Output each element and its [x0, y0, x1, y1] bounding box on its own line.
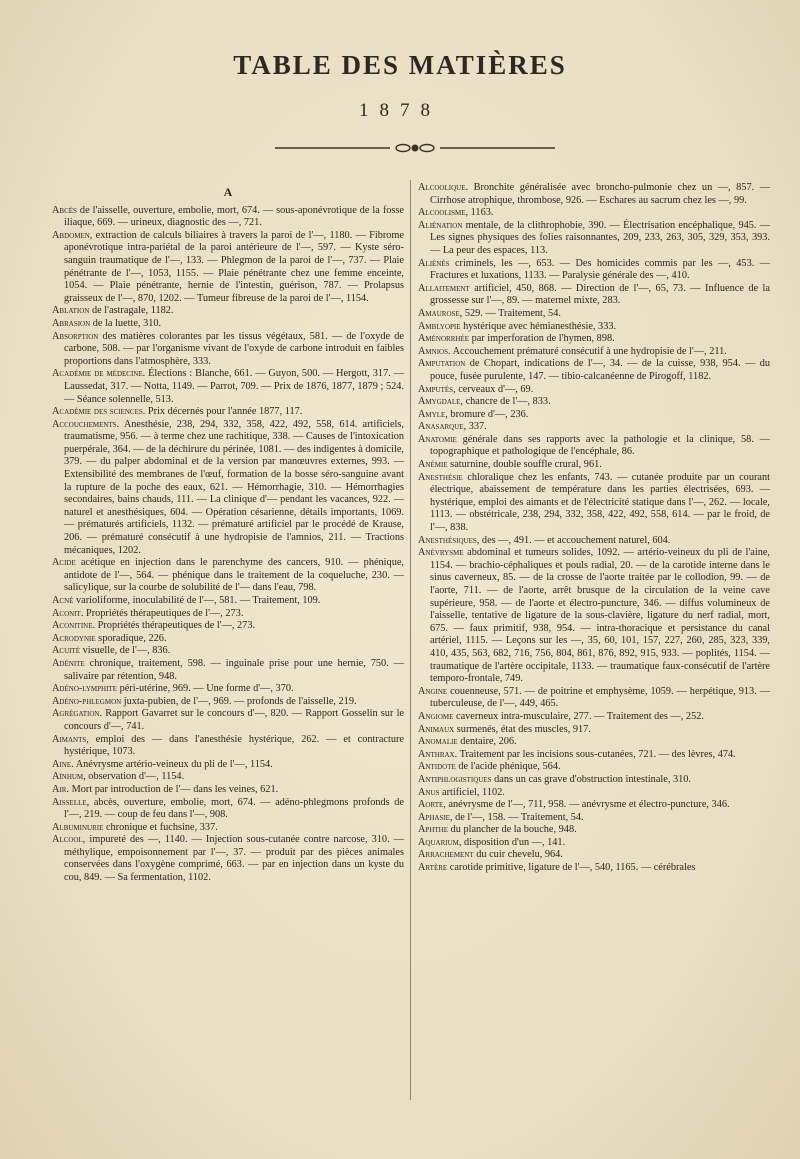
index-entry	[52, 620, 404, 633]
index-entry	[418, 182, 770, 207]
entry-headword: Albuminurie	[52, 821, 104, 833]
entry-text: Rapport Gavarret sur le concours d'—, 820. — Rapport Gosselin sur le concours d'—, 741.	[64, 708, 404, 732]
entry-text: Anesthésie, 238, 294, 332, 358, 422, 492, 558, 614. artificiels, traumatisme, 956. — à terme chez une rachitique, 338. — Causes de l'intoxication puerpérale, 364. — de la déchirure du périnée, 1081. — des indigentes à domicile, 379. — du palper abdominal et de la version par manœuvres externes, 993. — Extensibilité des membranes de l'œuf, formation de la bosse séro-sanguine avant la rupture de la poche des eaux, 621. — Hémorrhagie, 310. — Hémorrhagies secondaires, bains chauds, 111. — La clinique d'— pendant les vacances, 922. — naturel et anesthésiques, 604. — Opération césarienne, détails importants, 1069. — prématurés artificiels, 1132. — prématuré artificiel par le procédé de Krause, 206. — prématuré consécutif à une hydropisie de l'amnios, 211. — Tractions mécaniques, 1202.	[64, 418, 404, 556]
entry-text: de Chopart, indications de l'—, 34. — de la cuisse, 938, 954. — du pouce, fusée purulente, 147. — tibio-calcanéenne de Pirogoff, 1182.	[430, 358, 770, 382]
entry-headword: Aliénés	[418, 257, 450, 269]
index-entry	[52, 595, 404, 608]
entry-headword: Abcès	[52, 204, 77, 216]
entry-headword: Acuité	[52, 645, 81, 657]
entry-text: de l'—, 158. — Traitement, 54.	[452, 811, 584, 823]
index-entry	[52, 822, 404, 835]
index-entry	[52, 658, 404, 683]
entry-text: juxta-pubien, de l'—, 969. — profonds de l'aisselle, 219.	[121, 695, 357, 707]
entry-text: couenneuse, 571. — de poitrine et emphysème, 1059. — herpétique, 913. — tuberculeuse, de l'—, 449, 465.	[430, 685, 770, 710]
index-entry	[418, 283, 770, 308]
index-entry	[418, 308, 770, 321]
index-entry	[52, 205, 404, 230]
entry-headword: Anthrax.	[418, 748, 458, 760]
entry-text: bromure d'—, 236.	[447, 408, 529, 420]
index-entry	[52, 305, 404, 318]
entry-headword: Amblyopie	[418, 320, 461, 332]
entry-text: anévrysme de l'—, 711, 958. — anévrysme et électro-puncture, 346.	[445, 799, 730, 811]
index-entry	[52, 696, 404, 709]
index-entry	[418, 724, 770, 737]
entry-headword: Aisselle,	[52, 796, 90, 808]
year-heading: 1878	[359, 100, 441, 121]
entry-headword: Abrasion	[52, 317, 91, 329]
entry-text: Propriétés thérapeutiques de l'—, 273.	[83, 607, 244, 619]
index-entry	[418, 384, 770, 397]
entry-headword: Aimants,	[52, 733, 89, 745]
index-entry	[52, 608, 404, 621]
entry-headword: Allaitement	[418, 282, 470, 294]
entry-text: abcès, ouverture, embolie, mort, 674. — adéno-phlegmons profonds de l'—, 219. — coup de feu dans l'—, 908.	[64, 796, 404, 821]
entry-text: par imperforation de l'hymen, 898.	[469, 333, 615, 345]
index-entry	[418, 774, 770, 787]
entry-text: 529. — Traitement, 54.	[462, 307, 561, 319]
left-entry-list	[52, 205, 404, 885]
entry-headword: Amygdale,	[418, 396, 464, 408]
index-entry	[418, 207, 770, 220]
entry-headword: Alcoolisme,	[418, 207, 469, 219]
entry-text: artificiel, 1102.	[439, 786, 505, 798]
entry-text: Prix décernés pour l'année 1877, 117.	[145, 406, 303, 418]
index-entry	[418, 421, 770, 434]
entry-text: péri-utérine, 969. — Une forme d'—, 370.	[117, 683, 294, 695]
entry-headword: Anévrysme	[418, 547, 464, 559]
index-entry	[418, 849, 770, 862]
ornament-divider	[275, 141, 555, 155]
index-entry	[418, 749, 770, 762]
index-entry	[52, 784, 404, 797]
entry-text: chronique et fuchsine, 337.	[103, 821, 218, 833]
entry-headword: Anesthésie	[418, 471, 463, 483]
index-entry	[418, 472, 770, 535]
entry-headword: Accouchements.	[52, 418, 120, 430]
entry-text: Propriétés thérapeutiques de l'—, 273.	[95, 620, 256, 632]
index-entry	[418, 824, 770, 837]
entry-text: acétique en injection dans le parenchyme des cancers, 910. — phénique, antidote de l'—, 564. — phénique dans le traitement de la coqueluche, 230. — salicylique, sur la courbe de solubilité de l'— dans l'eau, 798.	[64, 557, 404, 594]
entry-text: de la luette, 310.	[90, 317, 162, 329]
entry-text: carotide primitive, ligature de l'—, 540, 1165. — cérébrales	[447, 862, 696, 874]
index-entry	[52, 834, 404, 884]
entry-text: chronique, traitement, 598. — inguinale prise pour une hernie, 750. — salivaire par rétention, 948.	[64, 657, 404, 682]
entry-headword: Arrachement	[418, 849, 474, 861]
entry-headword: Amnios.	[418, 345, 451, 357]
index-entry	[52, 368, 404, 406]
index-entry	[52, 759, 404, 772]
entry-headword: Acrodynie	[52, 632, 96, 644]
entry-headword: Alcoolique.	[418, 182, 469, 193]
index-entry	[52, 645, 404, 658]
entry-headword: Artère	[418, 862, 448, 874]
entry-text: abdominal et tumeurs solides, 1092. — artério-veineux du pli de l'aine, 1154. — brachio-céphaliques et pouls radial, 20. — de la carotide interne dans le sinus caverneux, 85. — de la crosse de l'aorte traitée par le collodion, 99. — de l'aorte, 711. — de l'aorte, arrêt brusque de la circulation de la veine cave supérieure, 958. — de l'aorte et électro-puncture, 346. — diffus volumineux de l'aisselle, tentative de ligature de la sous-clavière, ligature du nerf radial, mort, 675. — faux primitif, 938, 954. — intra-thoracique et persistance du canal artériel, 1115. — Leçons sur les —, 35, 60, 101, 157, 227, 260, 285, 323, 339, 410, 435, 563, 682, 716, 756, 804, 861, 876, 892, 915, 933. — poplités, 1154. — traumatique de l'artère occipitale, 1133. — traumatique faux-consécutif de l'artère temporo-frontale, 749.	[430, 547, 770, 685]
index-entry	[52, 318, 404, 331]
entry-text: cerveaux d'—, 69.	[455, 383, 534, 395]
index-entry	[418, 761, 770, 774]
entry-headword: Académie de médecine.	[52, 368, 146, 380]
entry-text: emploi des — dans l'anesthésie hystérique, 262. — et contracture hystérique, 1073.	[64, 733, 404, 758]
right-entry-list	[418, 182, 770, 875]
entry-text: varioliforme, inoculabilité de l'—, 581. — Traitement, 109.	[73, 595, 321, 606]
entry-headword: Adénite	[52, 657, 85, 669]
entry-headword: Air.	[52, 783, 70, 795]
entry-headword: Acné	[52, 595, 74, 606]
entry-headword: Amaurose,	[418, 307, 463, 319]
page-title: TABLE DES MATIÈRES	[233, 50, 567, 80]
entry-headword: Angiome	[418, 710, 454, 722]
entry-headword: Antiphlogistiques	[418, 773, 492, 785]
entry-text: de l'aisselle, ouverture, embolie, mort, 674. — sous-aponévrotique de la fosse iliaque, 669. — urineux, diagnostic des —, 721.	[64, 204, 404, 229]
index-entry	[418, 862, 770, 875]
entry-headword: Aïnhum,	[52, 771, 86, 783]
entry-headword: Adéno-phlegmon	[52, 695, 122, 707]
entry-headword: Angine	[418, 685, 448, 697]
entry-text: de l'astragale, 1182.	[89, 305, 174, 317]
index-entry	[418, 787, 770, 800]
entry-headword: Aine.	[52, 758, 74, 770]
index-entry	[418, 547, 770, 686]
entry-headword: Amputés,	[418, 383, 456, 395]
index-entry	[418, 736, 770, 749]
entry-headword: Amyle,	[418, 408, 448, 420]
left-column	[52, 186, 404, 885]
entry-headword: Amputation	[418, 358, 466, 370]
entry-text: Traitement par les incisions sous-cutanées, 721. — des lèvres, 474.	[457, 748, 736, 760]
entry-headword: Acide	[52, 557, 76, 569]
index-entry	[418, 711, 770, 724]
index-entry	[52, 771, 404, 784]
entry-headword: Adéno-lymphite	[52, 683, 117, 695]
entry-headword: Alcool,	[52, 834, 86, 846]
entry-headword: Ablation	[52, 305, 90, 317]
entry-headword: Aphthe	[418, 824, 448, 836]
index-entry	[418, 321, 770, 334]
index-entry	[418, 837, 770, 850]
entry-headword: Agrégation.	[52, 708, 103, 720]
index-entry	[418, 535, 770, 548]
index-entry	[418, 799, 770, 812]
entry-headword: Anémie	[418, 459, 448, 471]
entry-text: disposition d'un —, 141.	[461, 836, 566, 848]
entry-headword: Anesthésiques,	[418, 534, 480, 546]
entry-text: surmenés, état des muscles, 917.	[454, 723, 591, 735]
entry-text: sporadique, 226.	[95, 632, 167, 644]
entry-text: Bronchite généralisée avec broncho-pulmonie chez un —, 857. — Cirrhose atrophique, thrombose, 926. — Eschares au sacrum chez les —, 99.	[430, 182, 770, 206]
index-entry	[418, 333, 770, 346]
entry-text: 337.	[466, 421, 487, 433]
index-entry	[418, 434, 770, 459]
entry-headword: Aorte,	[418, 799, 446, 811]
index-entry	[418, 409, 770, 422]
entry-text: du cuir chevelu, 964.	[473, 849, 563, 861]
entry-headword: Absorption	[52, 330, 99, 342]
entry-text: saturnine, double souffle crural, 961.	[447, 459, 602, 471]
entry-text: dans un cas grave d'obstruction intestinale, 310.	[491, 773, 691, 785]
index-entry	[418, 812, 770, 825]
entry-headword: Abdomen,	[52, 229, 93, 241]
entry-text: Accouchement prématuré consécutif à une hydropisie de l'—, 211.	[450, 345, 727, 357]
entry-text: Mort par introduction de l'— dans les veines, 621.	[69, 783, 279, 795]
entry-headword: Anomalie	[418, 736, 458, 748]
entry-headword: Aquarium,	[418, 836, 462, 848]
entry-text: criminels, les —, 653. — Des homicides commis par les —, 453. — Fractures et luxations, 1133. — Paralysie générale des —, 410.	[430, 257, 770, 282]
index-entry	[418, 220, 770, 258]
index-entry	[52, 419, 404, 558]
entry-text: des matières colorantes par les tissus végétaux, 581. — de l'oxyde de carbone, 508. — par l'organisme vivant de l'oxyde de carbone introduit en faibles proportions dans l'atmosphère, 333.	[64, 330, 404, 367]
entry-headword: Aphasie,	[418, 811, 453, 823]
entry-text: de l'acide phénique, 564.	[455, 761, 561, 773]
index-entry	[418, 258, 770, 283]
entry-text: chancre de l'—, 833.	[463, 396, 551, 408]
entry-headword: Animaux	[418, 723, 455, 735]
index-entry	[52, 683, 404, 696]
index-entry	[52, 331, 404, 369]
entry-text: impureté des —, 1140. — Injection sous-cutanée contre narcose, 310. — méthylique, empoisonnement par l'—, 37. — produit par des pièces animales conservées dans l'oxygène comprimé, 663. — par en injection dans un kyste du cou, 849. — Sa fermentation, 1102.	[64, 834, 404, 884]
entry-text: caverneux intra-musculaire, 277. — Traitement des —, 252.	[453, 710, 704, 722]
index-entry	[418, 358, 770, 383]
entry-text: mentale, de la clithrophobie, 390. — Électrisation encéphalique, 945. — Les signes physiques des folies raisonnantes, 209, 233, 263, 305, 329, 353, 393. — La peur des espaces, 113.	[430, 219, 770, 256]
entry-text: 1163.	[468, 207, 494, 219]
entry-headword: Anus	[418, 786, 440, 798]
entry-text: Élections : Blanche, 661. — Guyon, 500. — Hergott, 317. — Laussedat, 317. — Notta, 1149. — Parrot, 709. — Prix de 1876, 1877, 1879 ; 524. — Séance solennelle, 513.	[64, 368, 404, 405]
entry-headword: Anatomie	[418, 433, 457, 445]
entry-text: artificiel, 450, 868. — Direction de l'—, 65, 73. — Influence de la grossesse sur l'—, 89. — maternel mixte, 283.	[430, 282, 770, 307]
entry-text: chloralique chez les enfants, 743. — cutanée produite par un courant électrique, abaissement de température dans les parties électrisées, 693. — hystérique, emploi des aimants et de l'électricité statique dans l'—, 262. — locale, 1113. — obstétricale, 238, 294, 332, 358, 422, 492, 558, 614. — par le froid, de l'—, 838.	[430, 471, 770, 534]
entry-text: visuelle, de l'—, 836.	[80, 645, 171, 657]
index-entry	[52, 734, 404, 759]
entry-text: du plancher de la bouche, 948.	[448, 824, 577, 836]
entry-headword: Aconitine.	[52, 620, 96, 632]
index-entry	[52, 406, 404, 419]
entry-headword: Antidote	[418, 761, 456, 773]
entry-headword: Aliénation	[418, 219, 463, 231]
entry-headword: Aménorrhée	[418, 333, 469, 345]
entry-text: des —, 491. — et accouchement naturel, 604.	[479, 534, 671, 546]
entry-headword: Anasarque,	[418, 421, 467, 433]
entry-text: observation d'—, 1154.	[85, 771, 185, 783]
entry-text: dentaire, 206.	[457, 736, 517, 748]
index-entry	[418, 346, 770, 359]
section-letter: A	[223, 185, 233, 199]
index-entry	[418, 459, 770, 472]
index-entry	[52, 797, 404, 822]
entry-text: Anévrysme artério-veineux du pli de l'—, 1154.	[73, 758, 273, 770]
entry-headword: Académie des sciences.	[52, 406, 146, 418]
index-entry	[418, 686, 770, 711]
entry-text: hystérique avec hémianesthésie, 333.	[460, 320, 617, 332]
index-entry	[52, 230, 404, 306]
entry-text: extraction de calculs biliaires à travers la paroi de l'—, 1180. — Fibrome aponévrotique intra-pariétal de la paroi antérieure de l'—, 597. — Kyste séro-sanguin traumatique de l'—, 133. — Phlegmon de la paroi de l'—, 737. — Plaie pénétrante de l'—, 1053, 1155. — Plaie pénétrante chez une femme enceinte, 1054. — Plaie pénétrante, hernie de l'intestin, guérison, 787. — Prolapsus graisseux de l'—, 870, 1202. — Tumeur fibreuse de la paroi de l'—, 1154.	[64, 229, 404, 304]
entry-text: générale dans ses rapports avec la pathologie et la clinique, 58. — topographique et pathologique de l'encéphale, 86.	[430, 433, 770, 458]
column-divider	[410, 180, 411, 1100]
entry-headword: Aconit.	[52, 607, 84, 619]
index-entry	[52, 708, 404, 733]
index-entry	[52, 557, 404, 595]
right-column	[418, 182, 770, 875]
index-entry	[418, 396, 770, 409]
index-entry	[52, 633, 404, 646]
